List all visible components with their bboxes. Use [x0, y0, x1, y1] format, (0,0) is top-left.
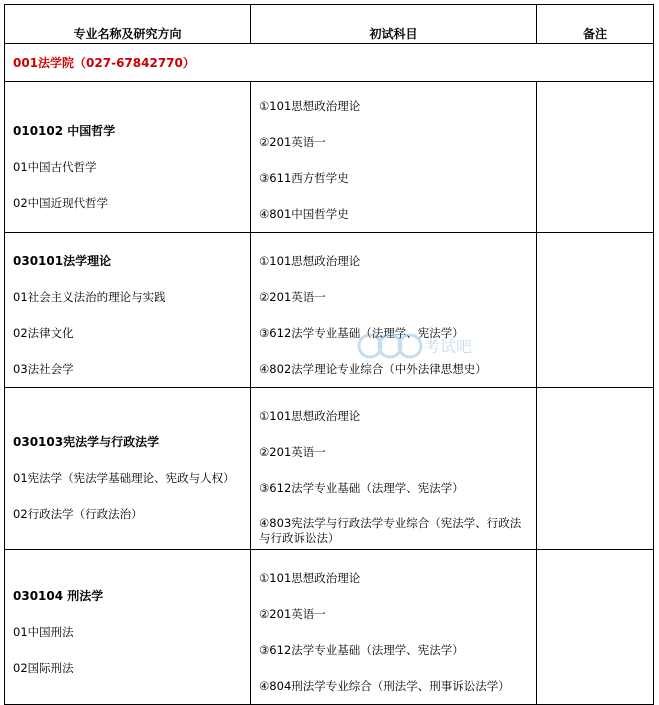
- direction-item: 01社会主义法治的理论与实践: [13, 290, 166, 304]
- major-cell: [5, 388, 251, 550]
- table-row: [5, 550, 654, 705]
- subject-item: ①101思想政治理论: [259, 254, 361, 268]
- major-name: 030104 刑法学: [13, 589, 104, 603]
- subject-item: ③612法学专业基础（法理学、宪法学）: [259, 326, 464, 340]
- direction-item: 02国际刑法: [13, 661, 74, 675]
- header-row: [5, 5, 654, 44]
- subject-item: ③612法学专业基础（法理学、宪法学）: [259, 481, 464, 495]
- subject-item: ③612法学专业基础（法理学、宪法学）: [259, 643, 464, 657]
- table-row: [5, 82, 654, 233]
- subject-item: ②201英语一: [259, 135, 326, 149]
- direction-item: 01中国古代哲学: [13, 160, 97, 174]
- subjects-cell: [251, 233, 537, 388]
- subjects-cell: [251, 82, 537, 233]
- major-cell: [5, 233, 251, 388]
- table-row: [5, 388, 654, 550]
- subjects-cell: [251, 550, 537, 705]
- remarks-cell: [537, 82, 654, 233]
- direction-item: 02行政法学（行政法治）: [13, 507, 143, 521]
- subject-item: ③611西方哲学史: [259, 171, 349, 185]
- subject-item: ①101思想政治理论: [259, 571, 361, 585]
- subject-item: ④804刑法学专业综合（刑法学、刑事诉讼法学）: [259, 679, 510, 693]
- header-subjects: 初试科目: [251, 5, 537, 44]
- watermark-text: 考试吧: [424, 337, 473, 356]
- direction-item: 01中国刑法: [13, 625, 74, 639]
- subject-item: ④801中国哲学史: [259, 207, 349, 221]
- subjects-cell: [251, 388, 537, 550]
- direction-item: 01宪法学（宪法学基础理论、宪政与人权）: [13, 471, 235, 485]
- remarks-cell: [537, 233, 654, 388]
- direction-item: 02法律文化: [13, 326, 74, 340]
- header-remarks: 备注: [537, 5, 654, 44]
- remarks-cell: [537, 388, 654, 550]
- header-major: 专业名称及研究方向: [5, 5, 251, 44]
- subject-item: ②201英语一: [259, 445, 326, 459]
- remarks-cell: [537, 550, 654, 705]
- major-cell: [5, 82, 251, 233]
- subject-item: ②201英语一: [259, 607, 326, 621]
- subject-item: ①101思想政治理论: [259, 99, 361, 113]
- department-row: [5, 44, 654, 82]
- major-name: 030103宪法学与行政法学: [13, 435, 160, 449]
- subject-item: ④802法学理论专业综合（中外法律思想史）: [259, 362, 487, 376]
- subject-item: ④803宪法学与行政法学专业综合（宪法学、行政法与行政诉讼法）: [259, 516, 522, 545]
- table-row: [5, 233, 654, 388]
- department-name: 001法学院（027-67842770）: [13, 56, 195, 70]
- admission-table: [4, 4, 654, 705]
- subject-item: ②201英语一: [259, 290, 326, 304]
- direction-item: 02中国近现代哲学: [13, 196, 109, 210]
- major-name: 030101法学理论: [13, 254, 112, 268]
- direction-item: 03法社会学: [13, 362, 74, 376]
- major-cell: [5, 550, 251, 705]
- subject-item: ①101思想政治理论: [259, 409, 361, 423]
- major-name: 010102 中国哲学: [13, 124, 116, 138]
